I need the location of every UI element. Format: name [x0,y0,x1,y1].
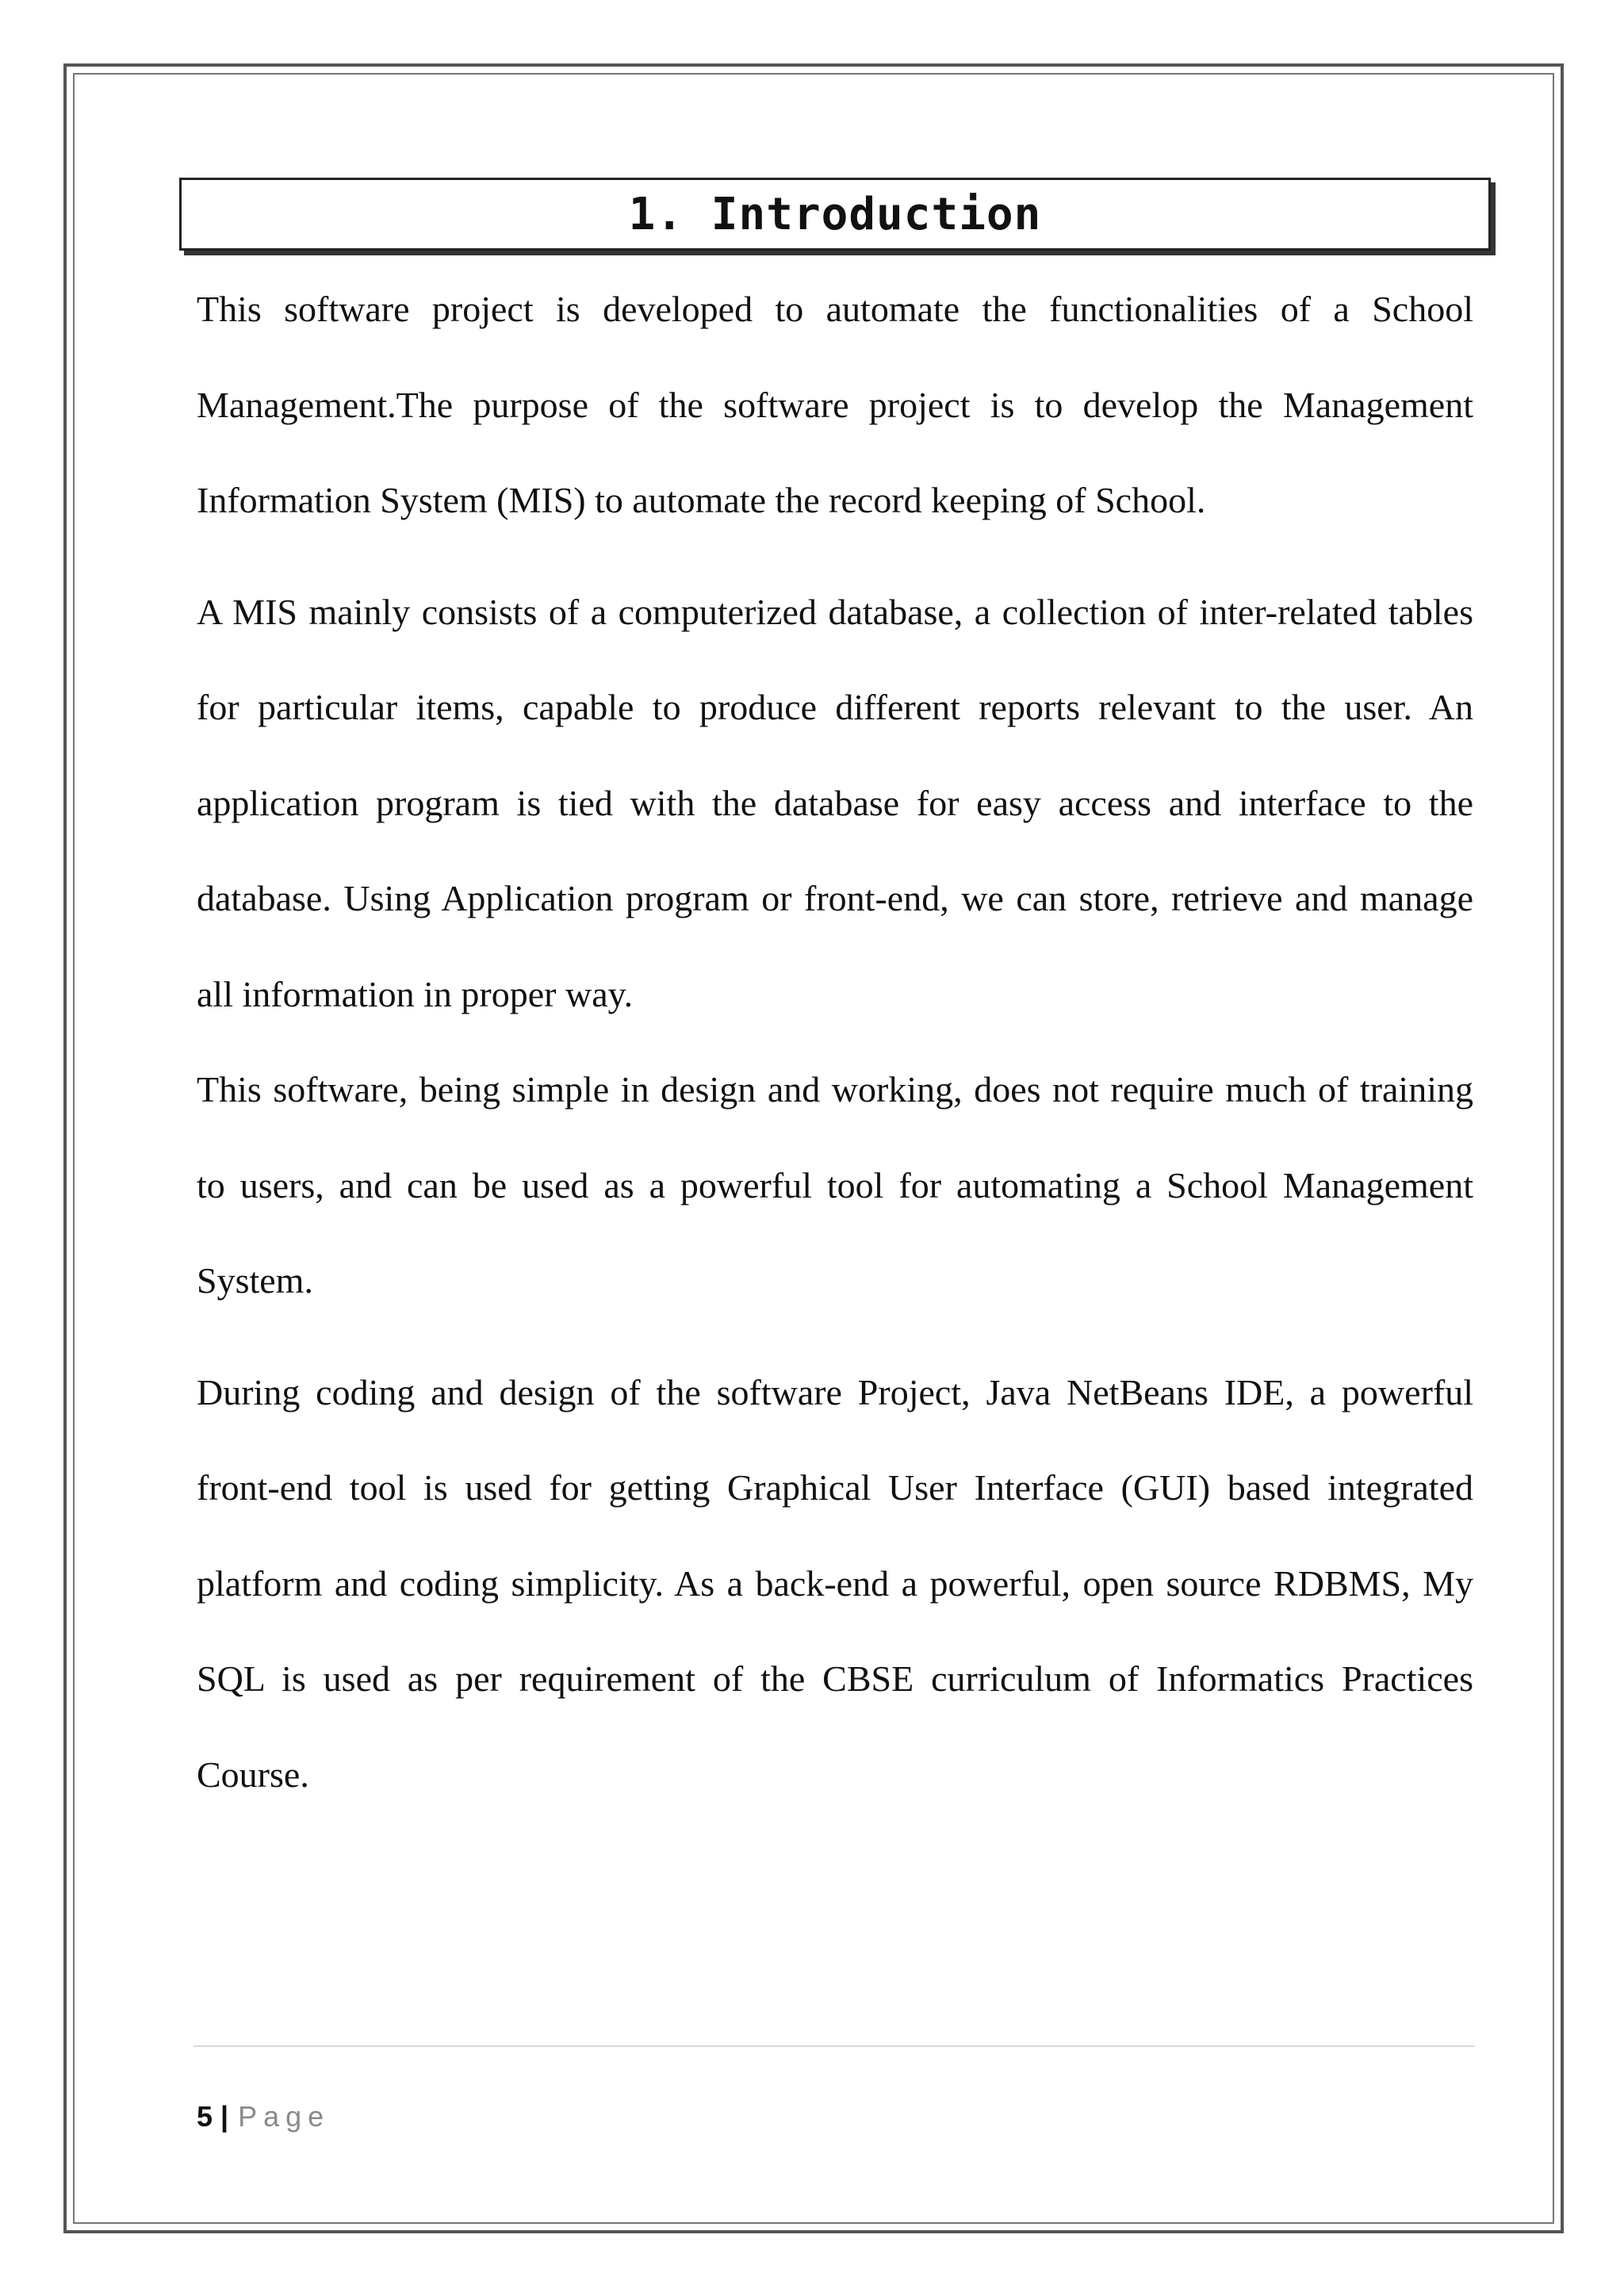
body-text [197,262,1473,1823]
paragraph-design: This software, being simple in design and working, does not require much of training to users, and can be used as a powerful tool for automating a School Management System. [197,1069,1473,1301]
section-heading-box [179,178,1491,251]
page-footer [197,2100,330,2133]
page-number: 5 [197,2100,213,2133]
paragraph-mis: A MIS mainly consists of a computerized database, a collection of inter-related tables for particular items, capable to produce different reports relevant to the user. An application program is tied with the database for easy access and interface to the database. Using Application program or front-end, we can store, retrieve and manage all information in proper way. [197,591,1473,1014]
section-heading: 1. Introduction [628,188,1042,240]
paragraph-intro: This software project is developed to automate the functionalities of a School Management.The purpose of the software project is to develop the Management Information System (MIS) to automate the record keeping of School. [197,289,1473,520]
paragraph-tools: During coding and design of the software Project, Java NetBeans IDE, a powerful front-end tool is used for getting Graphical User Interface (GUI) based integrated platform and coding simplicity. As a back-end a powerful, open source RDBMS, My SQL is used as per requirement of the CBSE curriculum of Informatics Practices Course. [197,1371,1473,1795]
footer-divider [193,2045,1475,2047]
page-label: Page [238,2100,331,2133]
page-separator: | [220,2100,229,2133]
